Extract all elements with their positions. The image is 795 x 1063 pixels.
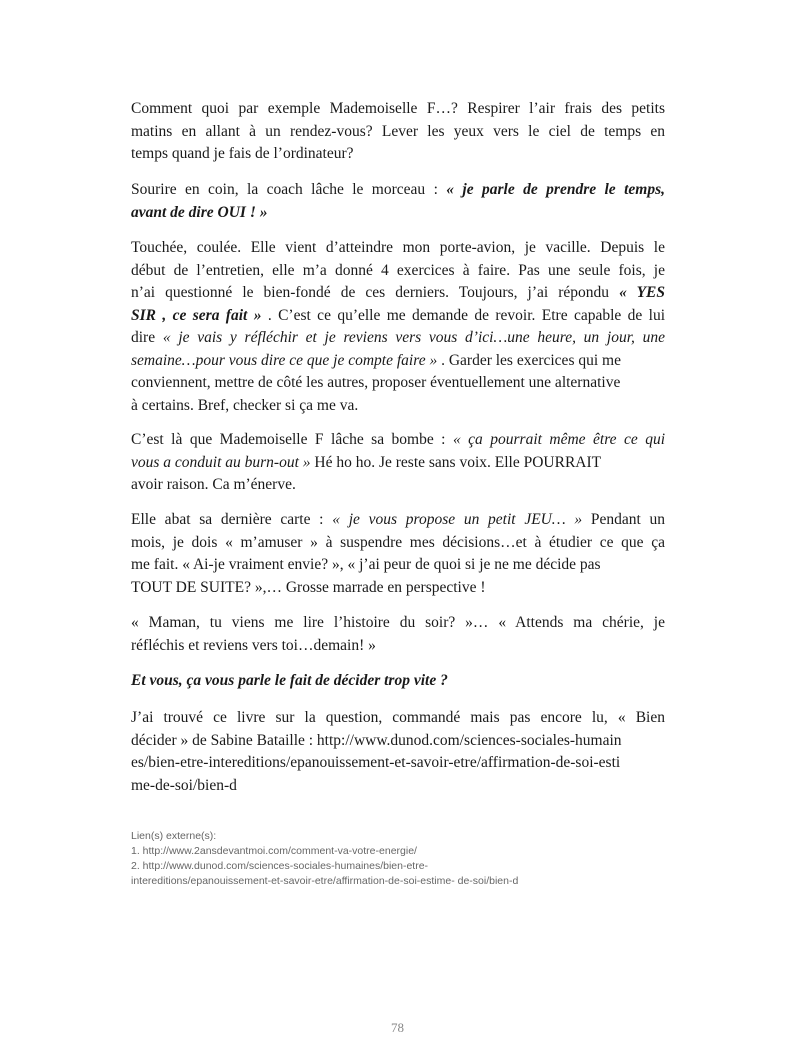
- plain-text: dire: [131, 329, 156, 346]
- external-link[interactable]: intereditions/epanouissement-et-savoir-etre/affirmation-de-soi-estime- de-soi/bien-d: [131, 875, 519, 887]
- text-line: [131, 327, 665, 350]
- question-heading: Et vous, ça vous parle le fait de décider trop vite ?: [131, 672, 448, 689]
- quote-text: vous a conduit au burn-out »: [131, 453, 311, 471]
- text-line: [131, 305, 665, 328]
- text-line: Comment quoi par exemple Mademoiselle F…? Respirer l’air frais des petits: [131, 100, 665, 117]
- text-line: J’ai trouvé ce livre sur la question, commandé mais pas encore lu, « Bien: [131, 709, 665, 726]
- text-line: me-de-soi/bien-d: [131, 776, 237, 794]
- plain-text: . C’est ce qu’elle me demande de revoir. Etre capable de lui: [267, 306, 666, 324]
- quote-text: « je parle de prendre le temps,: [446, 181, 665, 198]
- paragraph-1: [131, 98, 665, 166]
- text-line: début de l’entretien, elle m’a donné 4 exercices à faire. Pas une seule fois, je: [131, 261, 665, 279]
- paragraph-4: [131, 429, 665, 497]
- plain-text: n’ai questionné le bien-fondé de ces derniers. Toujours, j’ai répondu: [131, 284, 610, 301]
- text-line: à certains. Bref, checker si ça me va.: [131, 396, 359, 414]
- quote-text: « je vais y réfléchir et je reviens vers vous d’ici…une heure, un jour, une: [162, 329, 666, 346]
- external-link[interactable]: 1. http://www.2ansdevantmoi.com/comment-va-votre-energie/: [131, 845, 417, 857]
- text-line: [131, 179, 665, 202]
- text-line: [131, 509, 665, 532]
- text-line: matins en allant à un rendez-vous? Lever les yeux vers le ciel de temps en: [131, 122, 665, 140]
- text-line: décider » de Sabine Bataille : http://www.dunod.com/sciences-sociales-humain: [131, 731, 622, 749]
- plain-text: Sourire en coin, la coach lâche le morceau :: [131, 181, 438, 198]
- text-line: [131, 350, 665, 373]
- text-line: TOUT DE SUITE? »,… Grosse marrade en perspective !: [131, 578, 486, 596]
- text-line: réfléchis et reviens vers toi…demain! »: [131, 636, 376, 654]
- text-line: [131, 452, 665, 475]
- paragraph-3: [131, 237, 665, 417]
- text-line: [131, 282, 665, 305]
- plain-text: Hé ho ho. Je reste sans voix. Elle POURRAIT: [314, 453, 602, 471]
- paragraph-6: [131, 612, 665, 657]
- quote-text: avant de dire OUI ! »: [131, 203, 268, 221]
- text-line: avoir raison. Ca m’énerve.: [131, 476, 296, 493]
- quote-text: SIR , ce sera fait »: [131, 306, 262, 324]
- text-line: « Maman, tu viens me lire l’histoire du soir? »… « Attends ma chérie, je: [131, 614, 665, 631]
- links-title: Lien(s) externe(s):: [131, 830, 217, 842]
- paragraph-2: [131, 179, 665, 224]
- plain-text: Elle abat sa dernière carte :: [131, 511, 324, 528]
- text-line: conviennent, mettre de côté les autres, proposer éventuellement une alternative: [131, 374, 621, 391]
- paragraph-5: [131, 509, 665, 599]
- text-line: me fait. « Ai-je vraiment envie? », « j’ai peur de quoi si je ne me décide pas: [131, 556, 601, 573]
- paragraph-7: [131, 707, 665, 797]
- plain-text: . Garder les exercices qui me: [441, 351, 621, 369]
- quote-text: « ça pourrait même être ce qui: [452, 431, 666, 448]
- page-number: 78: [391, 1020, 404, 1035]
- external-links: [131, 829, 518, 889]
- quote-text: « YES: [619, 284, 665, 301]
- text-line: Touchée, coulée. Elle vient d’atteindre mon porte-avion, je vacille. Depuis le: [131, 239, 665, 256]
- text-line: es/bien-etre-intereditions/epanouissement-et-savoir-etre/affirmation-de-soi-esti: [131, 754, 621, 771]
- plain-text: Pendant un: [590, 511, 666, 528]
- quote-text: « je vous propose un petit JEU… »: [332, 511, 583, 528]
- text-line: temps quand je fais de l’ordinateur?: [131, 145, 354, 162]
- plain-text: C’est là que Mademoiselle F lâche sa bombe :: [131, 431, 446, 448]
- quote-text: semaine…pour vous dire ce que je compte faire »: [131, 351, 438, 369]
- external-link[interactable]: 2. http://www.dunod.com/sciences-sociales-humaines/bien-etre-: [131, 860, 429, 872]
- text-line: mois, je dois « m’amuser » à suspendre mes décisions…et à étudier ce que ça: [131, 533, 665, 551]
- text-line: [131, 429, 665, 452]
